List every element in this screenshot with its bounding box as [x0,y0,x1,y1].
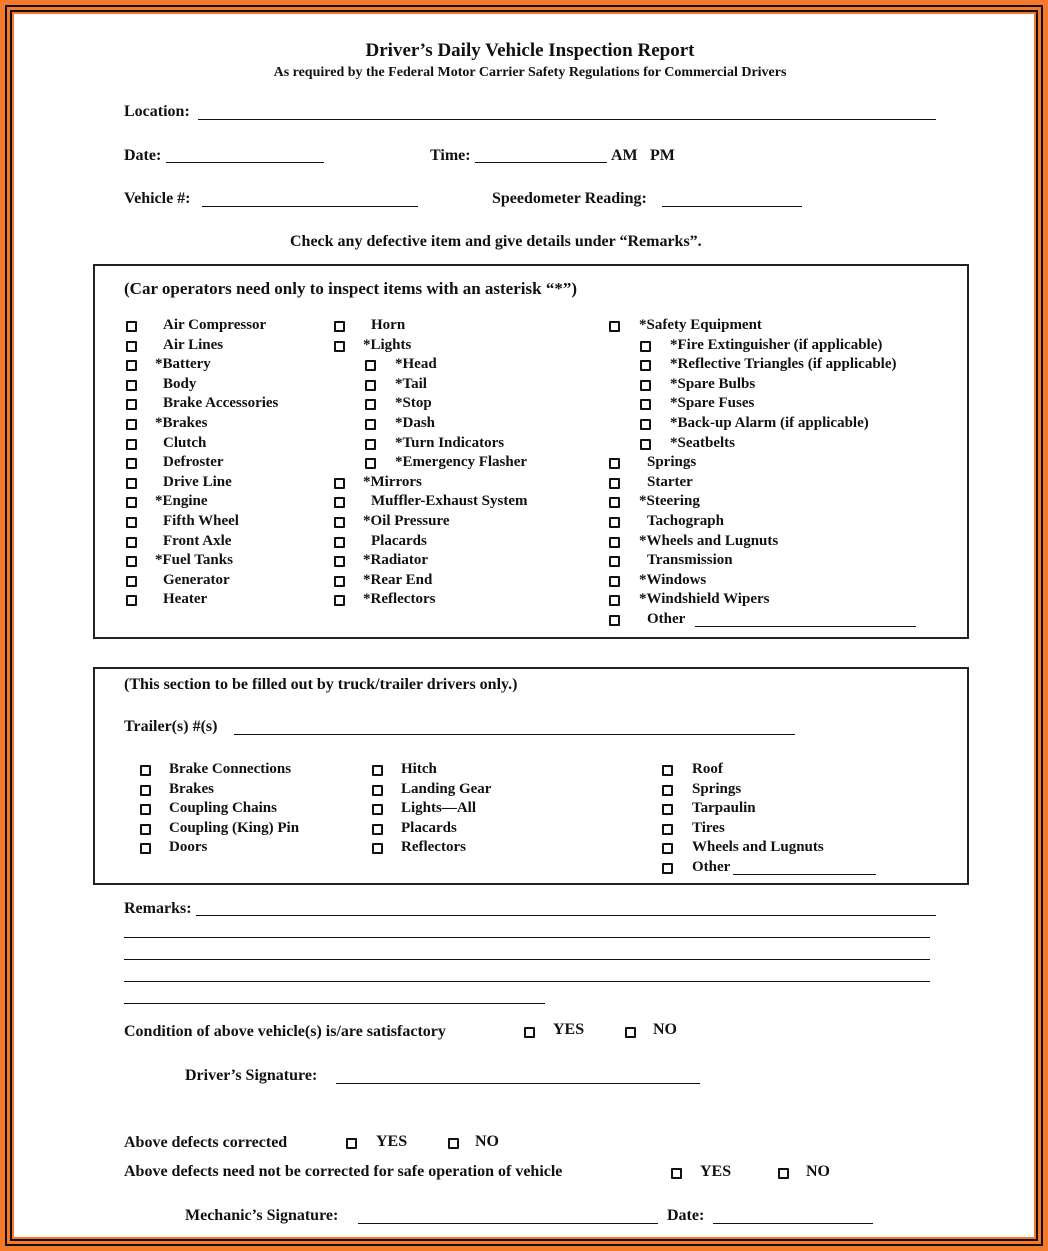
checkbox[interactable] [334,478,345,489]
checkbox[interactable] [126,341,137,352]
corrected-yes-label: YES [376,1133,408,1150]
checkbox[interactable] [334,576,345,587]
checkbox[interactable] [126,419,137,430]
time-label: Time: [430,147,471,164]
checkbox[interactable] [640,419,651,430]
checklist-item-label: *Fuel Tanks [155,552,233,569]
location-label: Location: [124,103,190,120]
checkbox[interactable] [365,458,376,469]
checkbox[interactable] [334,341,345,352]
trailer-section-heading: (This section to be filled out by truck/trailer drivers only.) [124,676,518,693]
checklist-item-label: Lights—All [401,800,477,817]
checkbox[interactable] [640,380,651,391]
checklist-item-label: Hitch [401,761,437,777]
checklist-item-label: Front Axle [163,532,232,549]
checkbox[interactable] [372,843,383,854]
checklist-item-label: *Back-up Alarm (if applicable) [670,415,869,431]
other-field[interactable] [695,626,916,627]
vehicle-label: Vehicle #: [124,190,191,207]
checklist-item-label: Defroster [163,454,224,471]
checklist-item-label: *Dash [395,415,436,431]
checklist-item-label: *Wheels and Lugnuts [639,532,779,549]
driver-signature-field[interactable] [336,1083,700,1084]
am-option[interactable]: AM [611,147,638,164]
checklist-item-label: *Emergency Flasher [395,454,528,471]
checkbox[interactable] [662,824,673,835]
checklist-item-label: Generator [163,571,230,588]
checklist-item-label: Reflectors [401,839,466,856]
checkbox[interactable] [609,458,620,469]
checklist-item-label: Horn [371,317,406,333]
not-needed-no-checkbox[interactable] [778,1168,789,1179]
checklist-item-label: Body [163,375,197,392]
checklist-item-label: Brakes [169,780,214,797]
car-section-heading: (Car operators need only to inspect items with an asterisk “*”) [124,279,577,298]
checklist-item-label: Brake Connections [169,761,292,777]
checkbox[interactable] [126,321,137,332]
checkbox[interactable] [140,765,151,776]
not-needed-no-label: NO [806,1163,830,1180]
checklist-item-label: *Turn Indicators [395,434,505,451]
checkbox[interactable] [334,556,345,567]
checkbox[interactable] [126,517,137,528]
checklist-item-label: Placards [401,819,457,836]
checkbox[interactable] [662,785,673,796]
checklist-item-label: *Reflective Triangles (if applicable) [670,356,897,373]
checkbox[interactable] [640,360,651,371]
checklist-item-label: Brake Accessories [163,395,279,412]
mechanic-date-label: Date: [667,1207,705,1224]
checkbox[interactable] [140,804,151,815]
checklist-item-label: Roof [692,761,723,777]
checklist-item-label: Springs [647,454,697,471]
checkbox[interactable] [662,765,673,776]
checklist-item-label: *Stop [395,395,432,412]
checkbox[interactable] [609,497,620,508]
checkbox[interactable] [126,537,137,548]
checkbox[interactable] [365,419,376,430]
checklist-item-label: Muffler-Exhaust System [371,493,528,510]
remarks-label: Remarks: [124,900,192,917]
checkbox[interactable] [126,478,137,489]
checklist-item-label: *Fire Extinguisher (if applicable) [670,336,883,353]
checkbox[interactable] [609,576,620,587]
checklist-item-label: *Spare Fuses [670,395,755,412]
form-title: Driver’s Daily Vehicle Inspection Report [365,40,695,61]
mechanic-signature-label: Mechanic’s Signature: [185,1207,339,1224]
condition-no-checkbox[interactable] [625,1027,636,1038]
checklist-item-label: Springs [692,780,742,797]
checklist-item-label: *Spare Bulbs [670,375,756,392]
checkbox[interactable] [609,321,620,332]
checkbox[interactable] [609,615,620,626]
checklist-item-label: *Safety Equipment [639,317,762,333]
checklist-item-label: *Rear End [363,571,433,588]
checkbox[interactable] [140,785,151,796]
checklist-item-label: *Lights [363,336,412,353]
checkbox[interactable] [140,824,151,835]
checklist-item-label: *Radiator [363,552,428,569]
checklist-item-label: Drive Line [163,473,232,490]
corrected-yes-checkbox[interactable] [346,1138,357,1149]
checklist-item-label: Other [647,611,686,627]
condition-no-label: NO [653,1021,677,1038]
trailer-number-label: Trailer(s) #(s) [124,718,218,735]
date-field[interactable] [166,162,324,163]
vehicle-field[interactable] [202,206,418,207]
checklist-item-label: Air Compressor [163,317,267,333]
speedometer-label: Speedometer Reading: [492,190,647,207]
checkbox[interactable] [126,380,137,391]
corrected-no-label: NO [475,1133,499,1150]
checkbox[interactable] [372,824,383,835]
not-needed-yes-checkbox[interactable] [671,1168,682,1179]
mechanic-signature-field[interactable] [358,1223,658,1224]
checklist-item-label: Tires [692,819,725,836]
checkbox[interactable] [365,360,376,371]
date-label: Date: [124,147,162,164]
checklist-item-label: Heater [163,591,208,608]
checkbox[interactable] [334,517,345,528]
trailer-number-field[interactable] [234,734,795,735]
checkbox[interactable] [126,556,137,567]
checkbox[interactable] [640,439,651,450]
checkbox[interactable] [372,804,383,815]
checklist-item-label: Doors [169,839,208,856]
remarks-line-1[interactable] [196,915,936,916]
checkbox[interactable] [334,537,345,548]
checklist-item-label: *Oil Pressure [363,513,450,529]
location-field[interactable] [198,119,936,120]
checklist-item-label: *Steering [639,493,700,510]
checkbox[interactable] [609,595,620,606]
defects-not-needed-label: Above defects need not be corrected for safe operation of vehicle [124,1163,563,1180]
checkbox[interactable] [126,360,137,371]
checklist-item-label: *Tail [395,375,427,392]
mechanic-date-field[interactable] [713,1223,873,1224]
checklist-item-label: Coupling Chains [169,800,277,817]
form-subtitle: As required by the Federal Motor Carrier Safety Regulations for Commercial Drivers [273,65,787,80]
checkbox[interactable] [140,843,151,854]
time-field[interactable] [475,162,607,163]
checklist-item-label: *Battery [155,356,211,373]
condition-label: Condition of above vehicle(s) is/are satisfactory [124,1023,446,1040]
checklist-item-label: *Windshield Wipers [639,591,770,608]
trailer-other-field[interactable] [733,874,876,875]
checklist-item-label: *Mirrors [363,473,422,490]
not-needed-yes-label: YES [700,1163,732,1180]
checklist-item-label: Air Lines [163,336,224,353]
driver-signature-label: Driver’s Signature: [185,1067,318,1084]
checkbox[interactable] [640,399,651,410]
checklist-item-label: Coupling (King) Pin [169,819,300,836]
checklist-item-label: Clutch [163,434,207,451]
checkbox[interactable] [365,399,376,410]
checkbox[interactable] [662,843,673,854]
checklist-item-label: *Seatbelts [670,434,735,451]
pm-option[interactable]: PM [650,147,675,164]
checkbox[interactable] [334,595,345,606]
remarks-line-4[interactable] [124,981,930,982]
checkbox[interactable] [126,497,137,508]
checkbox[interactable] [662,863,673,874]
checkbox[interactable] [126,458,137,469]
checkbox[interactable] [662,804,673,815]
condition-yes-checkbox[interactable] [524,1027,535,1038]
instruction-text: Check any defective item and give details under “Remarks”. [290,233,702,250]
checklist-item-label: Wheels and Lugnuts [692,839,824,856]
checkbox[interactable] [365,439,376,450]
checklist-item-label: *Brakes [155,415,208,431]
speedometer-field[interactable] [662,206,802,207]
checklist-item-label: Fifth Wheel [163,513,239,529]
checkbox[interactable] [126,439,137,450]
checkbox[interactable] [334,497,345,508]
checkbox[interactable] [609,478,620,489]
checkbox[interactable] [126,576,137,587]
checklist-item-label: Transmission [647,552,733,569]
defects-corrected-label: Above defects corrected [124,1134,288,1151]
checklist-item-label: Other [692,859,731,875]
checklist-item-label: Tarpaulin [692,800,756,817]
checkbox[interactable] [609,517,620,528]
checkbox[interactable] [126,399,137,410]
corrected-no-checkbox[interactable] [448,1138,459,1149]
checklist-item-label: *Reflectors [363,591,436,608]
checkbox[interactable] [609,556,620,567]
checklist-item-label: *Head [395,356,437,373]
checklist-item-label: Placards [371,532,427,549]
remarks-line-5[interactable] [124,1003,545,1004]
checkbox[interactable] [334,321,345,332]
checklist-item-label: *Engine [155,493,208,510]
checklist-item-label: Tachograph [647,513,724,529]
checkbox[interactable] [365,380,376,391]
remarks-line-2[interactable] [124,937,930,938]
condition-yes-label: YES [553,1021,585,1038]
checkbox[interactable] [640,341,651,352]
remarks-line-3[interactable] [124,959,930,960]
checkbox[interactable] [126,595,137,606]
checkbox[interactable] [609,537,620,548]
checklist-item-label: *Windows [639,571,707,588]
checkbox[interactable] [372,765,383,776]
checkbox[interactable] [372,785,383,796]
checklist-item-label: Starter [647,473,693,490]
checklist-item-label: Landing Gear [401,780,492,797]
